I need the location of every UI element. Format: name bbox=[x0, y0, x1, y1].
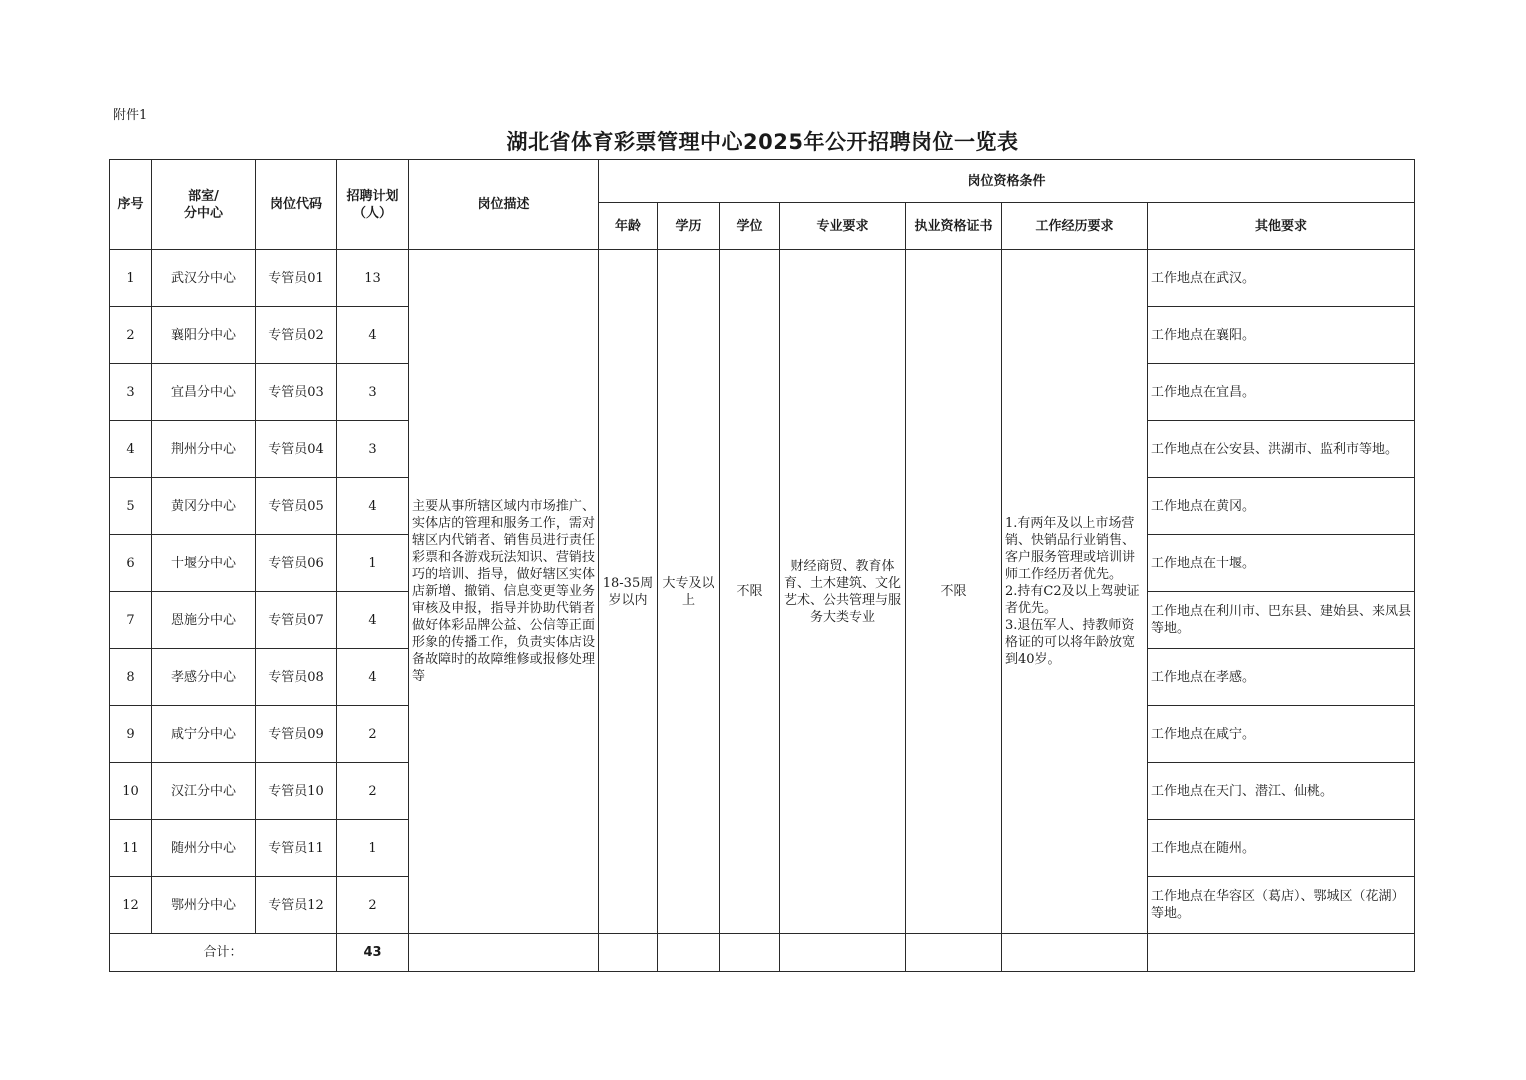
header-education: 学历 bbox=[658, 203, 720, 250]
header-degree: 学位 bbox=[720, 203, 780, 250]
row-plan: 2 bbox=[337, 877, 409, 934]
row-code: 专管员03 bbox=[256, 364, 337, 421]
header-dept-line1: 部室/ bbox=[188, 188, 219, 204]
row-code: 专管员10 bbox=[256, 763, 337, 820]
shared-education: 大专及以上 bbox=[658, 250, 720, 934]
row-dept: 黄冈分中心 bbox=[152, 478, 256, 535]
header-code: 岗位代码 bbox=[256, 160, 337, 250]
shared-age: 18-35周岁以内 bbox=[599, 250, 658, 934]
row-seq: 4 bbox=[110, 421, 152, 478]
row-code: 专管员04 bbox=[256, 421, 337, 478]
row-dept: 十堰分中心 bbox=[152, 535, 256, 592]
shared-certificate: 不限 bbox=[906, 250, 1002, 934]
page-title: 湖北省体育彩票管理中心2025年公开招聘岗位一览表 bbox=[506, 130, 1019, 154]
attachment-label: 附件1 bbox=[113, 108, 148, 123]
row-other: 工作地点在天门、潜江、仙桃。 bbox=[1148, 763, 1415, 820]
row-code: 专管员02 bbox=[256, 307, 337, 364]
row-dept: 鄂州分中心 bbox=[152, 877, 256, 934]
header-major: 专业要求 bbox=[780, 203, 906, 250]
recruitment-table bbox=[109, 159, 1415, 972]
row-code: 专管员07 bbox=[256, 592, 337, 649]
row-other: 工作地点在襄阳。 bbox=[1148, 307, 1415, 364]
row-seq: 9 bbox=[110, 706, 152, 763]
row-dept: 襄阳分中心 bbox=[152, 307, 256, 364]
row-other: 工作地点在华容区（葛店）、鄂城区（花湖）等地。 bbox=[1148, 877, 1415, 934]
header-plan bbox=[337, 160, 409, 250]
row-other: 工作地点在孝感。 bbox=[1148, 649, 1415, 706]
header-seq: 序号 bbox=[110, 160, 152, 250]
row-seq: 3 bbox=[110, 364, 152, 421]
total-plan: 43 bbox=[337, 934, 409, 972]
row-plan: 1 bbox=[337, 820, 409, 877]
row-code: 专管员12 bbox=[256, 877, 337, 934]
row-seq: 12 bbox=[110, 877, 152, 934]
row-code: 专管员06 bbox=[256, 535, 337, 592]
header-age: 年龄 bbox=[599, 203, 658, 250]
row-other: 工作地点在随州。 bbox=[1148, 820, 1415, 877]
row-code: 专管员08 bbox=[256, 649, 337, 706]
shared-description: 主要从事所辖区域内市场推广、实体店的管理和服务工作，需对辖区内代销者、销售员进行责任彩票和各游戏玩法知识、营销技巧的培训、指导，做好辖区实体店新增、撤销、信息变更等业务审核及申报，指导并协助代销者做好体彩品牌公益、公信等正面形象的传播工作，负责实体店设备故障时的故障维修或报修处理等 bbox=[409, 250, 599, 934]
row-dept: 宜昌分中心 bbox=[152, 364, 256, 421]
row-code: 专管员05 bbox=[256, 478, 337, 535]
header-other: 其他要求 bbox=[1148, 203, 1415, 250]
row-plan: 13 bbox=[337, 250, 409, 307]
row-seq: 6 bbox=[110, 535, 152, 592]
row-plan: 4 bbox=[337, 592, 409, 649]
row-plan: 1 bbox=[337, 535, 409, 592]
header-certificate: 执业资格证书 bbox=[906, 203, 1002, 250]
header-description: 岗位描述 bbox=[409, 160, 599, 250]
row-other: 工作地点在利川市、巴东县、建始县、来凤县等地。 bbox=[1148, 592, 1415, 649]
row-other: 工作地点在黄冈。 bbox=[1148, 478, 1415, 535]
row-dept: 汉江分中心 bbox=[152, 763, 256, 820]
header-plan-line1: 招聘计划 bbox=[346, 188, 399, 204]
row-dept: 武汉分中心 bbox=[152, 250, 256, 307]
header-row-1 bbox=[110, 160, 1415, 203]
row-seq: 5 bbox=[110, 478, 152, 535]
row-seq: 1 bbox=[110, 250, 152, 307]
row-plan: 2 bbox=[337, 763, 409, 820]
row-other: 工作地点在十堰。 bbox=[1148, 535, 1415, 592]
row-dept: 荆州分中心 bbox=[152, 421, 256, 478]
row-plan: 3 bbox=[337, 421, 409, 478]
row-seq: 7 bbox=[110, 592, 152, 649]
row-plan: 4 bbox=[337, 478, 409, 535]
total-row bbox=[110, 934, 1415, 972]
row-code: 专管员01 bbox=[256, 250, 337, 307]
row-dept: 恩施分中心 bbox=[152, 592, 256, 649]
row-plan: 4 bbox=[337, 307, 409, 364]
row-plan: 2 bbox=[337, 706, 409, 763]
row-seq: 10 bbox=[110, 763, 152, 820]
header-dept-line2: 分中心 bbox=[183, 205, 223, 221]
shared-degree: 不限 bbox=[720, 250, 780, 934]
row-dept: 随州分中心 bbox=[152, 820, 256, 877]
row-dept: 咸宁分中心 bbox=[152, 706, 256, 763]
row-seq: 8 bbox=[110, 649, 152, 706]
total-label: 合计： bbox=[110, 934, 337, 972]
header-dept bbox=[152, 160, 256, 250]
row-code: 专管员11 bbox=[256, 820, 337, 877]
row-plan: 3 bbox=[337, 364, 409, 421]
header-qualifications: 岗位资格条件 bbox=[599, 160, 1415, 203]
row-seq: 11 bbox=[110, 820, 152, 877]
row-other: 工作地点在咸宁。 bbox=[1148, 706, 1415, 763]
header-plan-line2: （人） bbox=[352, 205, 392, 221]
row-seq: 2 bbox=[110, 307, 152, 364]
shared-experience: 1.有两年及以上市场营销、快销品行业销售、客户服务管理或培训讲师工作经历者优先。 2.持有C2及以上驾驶证者优先。 3.退伍军人、持教师资格证的可以将年龄放宽到40岁。 bbox=[1002, 250, 1148, 934]
shared-major: 财经商贸、教育体育、土木建筑、文化艺术、公共管理与服务大类专业 bbox=[780, 250, 906, 934]
table-row bbox=[110, 250, 1415, 307]
row-other: 工作地点在武汉。 bbox=[1148, 250, 1415, 307]
row-code: 专管员09 bbox=[256, 706, 337, 763]
row-other: 工作地点在宜昌。 bbox=[1148, 364, 1415, 421]
row-dept: 孝感分中心 bbox=[152, 649, 256, 706]
row-plan: 4 bbox=[337, 649, 409, 706]
row-other: 工作地点在公安县、洪湖市、监利市等地。 bbox=[1148, 421, 1415, 478]
header-experience: 工作经历要求 bbox=[1002, 203, 1148, 250]
